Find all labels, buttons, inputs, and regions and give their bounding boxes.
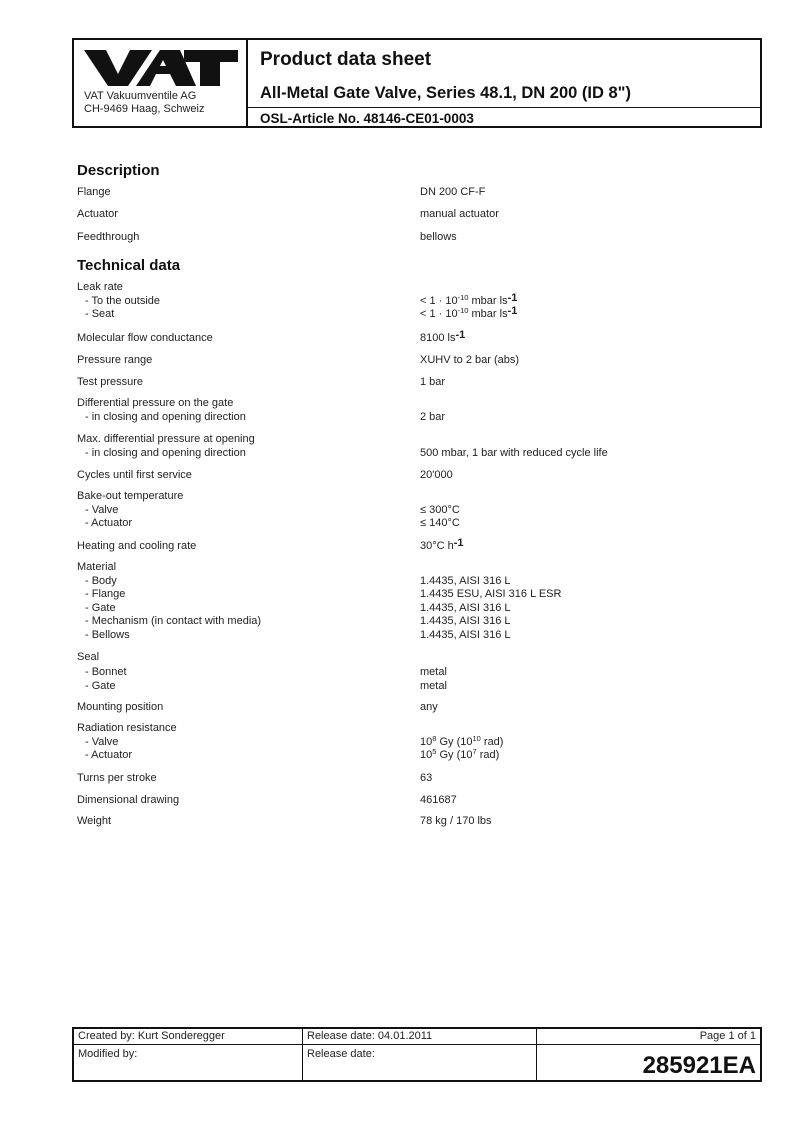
spec-label: Seal xyxy=(77,651,100,663)
description-heading: Description xyxy=(77,162,160,179)
spec-value: XUHV to 2 bar (abs) xyxy=(420,354,520,366)
spec-value: 63 xyxy=(420,772,433,784)
spec-sublabel: - Bellows xyxy=(85,628,130,641)
header-box xyxy=(72,38,762,128)
spec-label: Bake-out temperature xyxy=(77,490,184,502)
spec-label: Mounting position xyxy=(77,701,164,713)
release-date-empty: Release date: xyxy=(307,1048,375,1060)
spec-value: < $1 \cdot 10^{-10}$ mbar ls-1 xyxy=(420,305,518,320)
spec-sublabel: - Seat xyxy=(85,308,115,320)
document-title: Product data sheet xyxy=(260,49,432,70)
footer-column-divider xyxy=(302,1029,303,1080)
technical-heading: Technical data xyxy=(77,257,181,274)
spec-sublabel: - Bonnet xyxy=(85,665,127,678)
spec-value: 461687 xyxy=(420,794,457,806)
spec-row-leak-rate xyxy=(77,281,697,323)
spec-sublabel: - Valve xyxy=(85,503,119,516)
product-name: All-Metal Gate Valve, Series 48.1, DN 200 (ID 8") xyxy=(260,84,631,102)
spec-label: Cycles until first service xyxy=(77,469,192,481)
spec-value: DN 200 CF-F xyxy=(420,186,486,198)
created-by: Created by: Kurt Sonderegger xyxy=(78,1030,225,1042)
spec-label: Actuator xyxy=(77,208,118,220)
footer-column-divider xyxy=(536,1029,537,1080)
spec-sublabel: - Mechanism (in contact with media) xyxy=(85,615,262,627)
spec-sublabel: - Valve xyxy=(85,735,119,748)
spec-label: Differential pressure on the gate xyxy=(77,397,234,409)
company-cell xyxy=(74,40,248,126)
spec-value: 1.4435, AISI 316 L xyxy=(420,628,511,641)
company-location: CH-9469 Haag, Schweiz xyxy=(84,103,205,115)
spec-value: 1.4435, AISI 316 L xyxy=(420,601,511,614)
spec-value: metal xyxy=(420,665,447,678)
spec-label: Weight xyxy=(77,815,112,827)
company-name: VAT Vakuumventile AG xyxy=(84,90,197,102)
spec-sublabel: - Gate xyxy=(85,601,116,614)
spec-value: $10^8$ Gy ($10^{10}$ rad) xyxy=(420,733,504,748)
spec-value: < $1 \cdot 10^{-10}$ mbar ls-1 xyxy=(420,291,518,307)
spec-label: Leak rate xyxy=(77,281,123,293)
spec-label: Turns per stroke xyxy=(77,772,157,784)
spec-value: 1.4435 ESU, AISI 316 L ESR xyxy=(420,588,562,600)
spec-value: any xyxy=(420,701,438,713)
spec-value: $10^5$ Gy ($10^7$ rad) xyxy=(420,747,500,761)
spec-value: manual actuator xyxy=(420,208,499,220)
spec-value: 8100 ls-1 xyxy=(420,329,466,344)
spec-value: ≤ 300°C xyxy=(420,503,460,516)
spec-sublabel: - in closing and opening direction xyxy=(85,446,246,459)
spec-value: 500 mbar, 1 bar with reduced cycle life xyxy=(420,446,608,459)
spec-label: Heating and cooling rate xyxy=(77,540,197,552)
spec-sublabel: - Actuator xyxy=(85,517,133,529)
spec-value: 1.4435, AISI 316 L xyxy=(420,574,511,587)
spec-label: Pressure range xyxy=(77,354,153,366)
page-number: Page 1 of 1 xyxy=(699,1030,756,1042)
spec-value: 78 kg / 170 lbs xyxy=(420,815,492,827)
vat-logo xyxy=(84,48,238,88)
spec-sublabel: - Flange xyxy=(85,588,126,600)
footer-divider xyxy=(74,1044,760,1045)
spec-sublabel: - Body xyxy=(85,574,117,587)
spec-value: metal xyxy=(420,680,447,692)
header-divider xyxy=(248,107,760,108)
spec-value: bellows xyxy=(420,231,457,243)
spec-label: Dimensional drawing xyxy=(77,794,180,806)
spec-label: Flange xyxy=(77,186,111,198)
release-date: Release date: 04.01.2011 xyxy=(307,1030,433,1042)
spec-sublabel: - To the outside xyxy=(85,294,161,307)
company-address xyxy=(84,90,204,116)
spec-label: Test pressure xyxy=(77,376,144,388)
spec-label: Material xyxy=(77,561,117,573)
spec-sublabel: - in closing and opening direction xyxy=(85,410,246,423)
spec-label: Feedthrough xyxy=(77,231,140,243)
spec-value: ≤ 140°C xyxy=(420,517,460,529)
spec-label: Radiation resistance xyxy=(77,722,177,734)
spec-value: 1 bar xyxy=(420,376,446,388)
article-number: OSL-Article No. 48146-CE01-0003 xyxy=(260,111,474,126)
spec-label: Max. differential pressure at opening xyxy=(77,433,255,445)
spec-value: 1.4435, AISI 316 L xyxy=(420,615,511,627)
spec-value: 2 bar xyxy=(420,410,446,423)
spec-sublabel: - Actuator xyxy=(85,749,133,761)
spec-value: 20'000 xyxy=(420,469,453,481)
footer-box xyxy=(72,1027,762,1082)
spec-value: 30°C h-1 xyxy=(420,537,464,552)
spec-sublabel: - Gate xyxy=(85,680,116,692)
document-number: 285921EA xyxy=(642,1052,756,1079)
title-cell xyxy=(248,40,760,126)
spec-label: Molecular flow conductance xyxy=(77,332,213,344)
modified-by: Modified by: xyxy=(78,1048,138,1060)
